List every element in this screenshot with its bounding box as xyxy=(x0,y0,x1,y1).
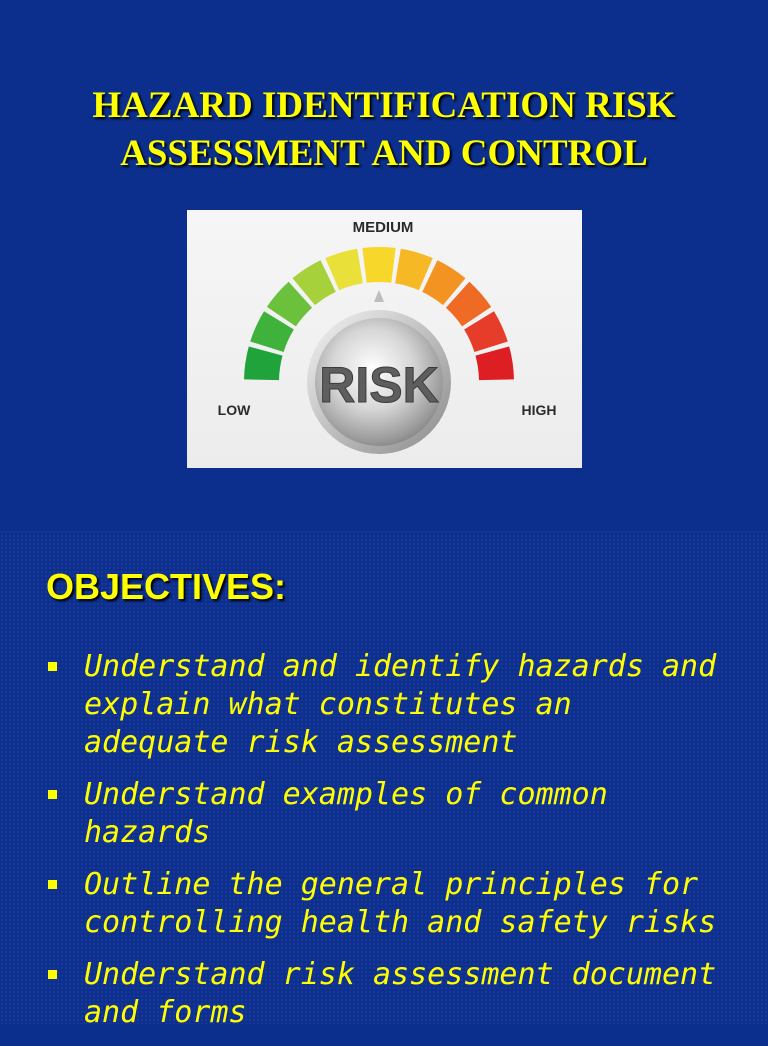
bullet-square-icon xyxy=(48,662,57,671)
objective-text: Understand examples of common hazards xyxy=(84,777,608,850)
slide-title xyxy=(0,82,768,178)
objective-item xyxy=(46,648,726,762)
gauge-segment xyxy=(362,247,395,283)
risk-gauge-image xyxy=(187,210,582,468)
gauge-label-low: LOW xyxy=(217,402,251,418)
objective-item xyxy=(46,866,726,942)
slide-title-line-1: HAZARD IDENTIFICATION RISK xyxy=(92,85,676,126)
gauge-label-high: HIGH xyxy=(521,402,557,418)
gauge-center-text: RISK xyxy=(319,357,439,413)
objectives-heading: OBJECTIVES: xyxy=(46,566,287,607)
gauge-segment xyxy=(244,346,283,380)
gauge-pointer-icon xyxy=(374,290,384,302)
objective-item xyxy=(46,956,726,1032)
objective-text: Outline the general principles for controlling health and safety risks xyxy=(84,867,717,940)
objective-item xyxy=(46,776,726,852)
objective-text: Understand and identify hazards and explain what constitutes an adequate risk assessment xyxy=(84,649,717,760)
objective-text: Understand risk assessment document and forms xyxy=(84,957,717,1030)
bullet-square-icon xyxy=(48,790,57,799)
bullet-square-icon xyxy=(48,880,57,889)
risk-gauge-graphic xyxy=(187,210,582,468)
gauge-label-medium: MEDIUM xyxy=(352,219,414,236)
bullet-square-icon xyxy=(48,970,57,979)
slide-title-line-2: ASSESSMENT AND CONTROL xyxy=(120,133,648,174)
objectives-list xyxy=(46,648,726,1046)
gauge-segment xyxy=(475,346,514,380)
